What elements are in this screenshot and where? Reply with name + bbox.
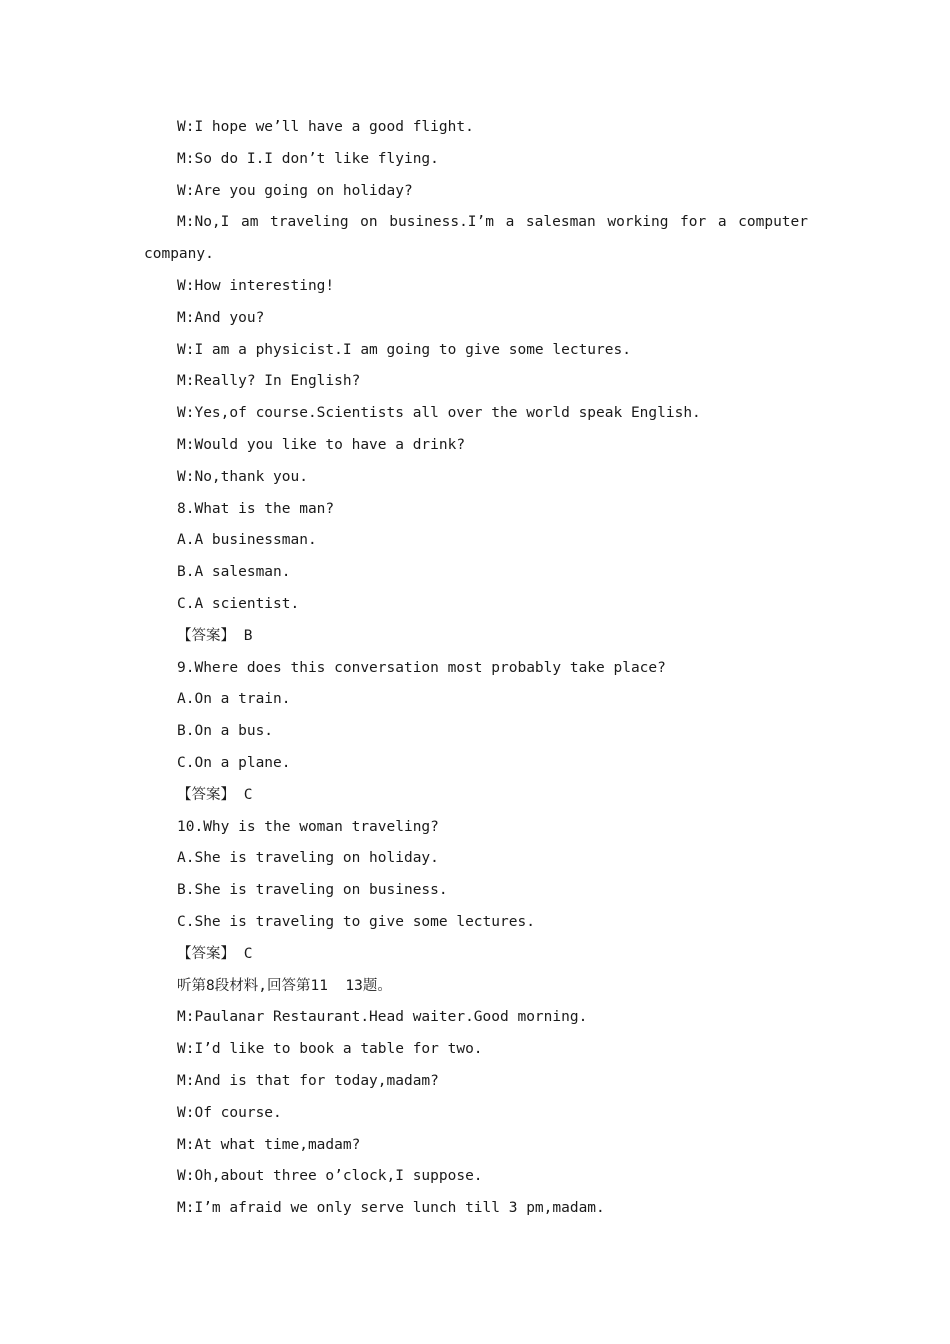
dialogue-line: M:I’m afraid we only serve lunch till 3 pm,madam.	[177, 1200, 605, 1217]
question-9: 9.Where does this conversation most probably take place?	[177, 659, 666, 676]
answer-value: C	[243, 786, 253, 803]
document-content	[144, 112, 808, 1225]
dialogue-line: M:So do I.I don’t like flying.	[177, 150, 439, 167]
option-line: C.A scientist.	[177, 595, 300, 612]
dialogue-line: W:No,thank you.	[177, 468, 308, 485]
option-line: C.On a plane.	[177, 754, 291, 771]
option-line: B.She is traveling on business.	[177, 882, 448, 899]
dialogue-line: M:And you?	[177, 309, 265, 326]
dialogue-line: W:How interesting!	[177, 277, 335, 294]
answer-value: C	[243, 945, 253, 962]
dialogue-line: W:I’d like to book a table for two.	[177, 1041, 483, 1058]
question-10: 10.Why is the woman traveling?	[177, 818, 439, 835]
dialogue-line: W:I hope we’ll have a good flight.	[177, 119, 474, 135]
answer-label: 【答案】	[177, 786, 235, 803]
option-line: A.A businessman.	[177, 532, 317, 549]
dialogue-line: W:Yes,of course.Scientists all over the world speak English.	[177, 405, 701, 422]
option-line: B.A salesman.	[177, 564, 291, 581]
dialogue-line: M:At what time,madam?	[177, 1136, 361, 1153]
answer-q9	[144, 780, 808, 812]
dialogue-line-continuation: company.	[144, 246, 214, 263]
question-8: 8.What is the man?	[177, 500, 335, 517]
section-instruction: 听第8段材料,回答第11 13题。	[177, 977, 392, 994]
dialogue-line: W:Oh,about three o’clock,I suppose.	[177, 1168, 483, 1185]
dialogue-line-wrapped: M:No,I am traveling on business.I’m a salesman working for a computer	[177, 214, 808, 231]
dialogue-line: W:Of course.	[177, 1104, 282, 1121]
answer-label: 【答案】	[177, 945, 235, 962]
dialogue-line: W:Are you going on holiday?	[177, 182, 413, 199]
dialogue-line: M:Paulanar Restaurant.Head waiter.Good morning.	[177, 1009, 588, 1026]
option-line: C.She is traveling to give some lectures.	[177, 913, 535, 930]
option-line: A.She is traveling on holiday.	[177, 850, 439, 867]
answer-value: B	[243, 627, 253, 644]
answer-label: 【答案】	[177, 627, 235, 644]
dialogue-line: M:Really? In English?	[177, 373, 361, 390]
dialogue-line: M:Would you like to have a drink?	[177, 436, 466, 453]
answer-q10	[144, 939, 808, 971]
dialogue-line: M:And is that for today,madam?	[177, 1072, 439, 1089]
option-line: A.On a train.	[177, 691, 291, 708]
dialogue-line: W:I am a physicist.I am going to give some lectures.	[177, 341, 631, 358]
option-line: B.On a bus.	[177, 723, 274, 740]
answer-q8	[144, 621, 808, 653]
